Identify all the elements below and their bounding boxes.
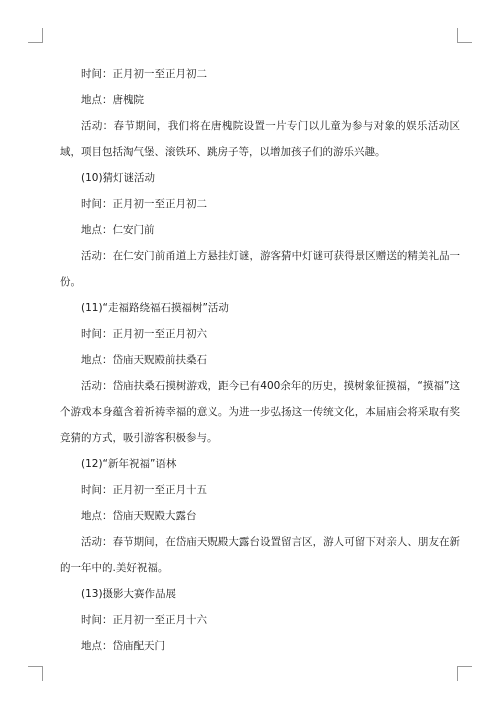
place-line-blessing-walk: 地点：岱庙天贶殿前扶桑石 <box>81 354 207 366</box>
place-line-children-area: 地点：唐槐院 <box>81 94 144 106</box>
place-line-lantern-riddles: 地点：仁安门前 <box>81 224 155 236</box>
section-heading-blessing-walk: (11)“走福路绕福石摸福树”活动 <box>81 302 229 314</box>
time-line-photo-exhibition: 时间：正月初一至正月十六 <box>81 614 207 626</box>
crop-mark-top-left <box>28 28 43 43</box>
activity-line-lantern-riddles: 活动：在仁安门前甬道上方悬挂灯谜，游客猜中灯谜可获得景区赠送的精美礼品一份。 <box>60 250 460 288</box>
crop-mark-bottom-left <box>28 666 43 681</box>
place-line-new-year-wishes: 地点：岱庙天贶殿大露台 <box>81 510 197 522</box>
section-heading-lantern-riddles: (10)猜灯谜活动 <box>81 172 156 184</box>
crop-mark-bottom-right <box>457 666 472 681</box>
place-line-photo-exhibition: 地点：岱庙配天门 <box>81 640 165 652</box>
time-line-lantern-riddles: 时间：正月初一至正月初二 <box>81 198 207 210</box>
activity-line-new-year-wishes: 活动：春节期间，在岱庙天贶殿大露台设置留言区，游人可留下对亲人、朋友在新的一年中的.美好祝福。 <box>60 536 460 574</box>
time-line-new-year-wishes: 时间：正月初一至正月十五 <box>81 484 207 496</box>
section-heading-photo-exhibition: (13)摄影大赛作品展 <box>81 588 177 600</box>
time-line-children-area: 时间：正月初一至正月初二 <box>81 68 207 80</box>
activity-line-children-area: 活动：春节期间，我们将在唐槐院设置一片专门以儿童为参与对象的娱乐活动区域，项目包括淘气堡、滚铁环、跳房子等，以增加孩子们的游乐兴趣。 <box>60 120 460 158</box>
section-heading-new-year-wishes: (12)“新年祝福”语林 <box>81 458 177 470</box>
time-line-blessing-walk: 时间：正月初一至正月初六 <box>81 328 207 340</box>
document-body <box>60 61 460 659</box>
activity-line-blessing-walk: 活动：岱庙扶桑石摸树游戏，距今已有400余年的历史，摸树象征摸福，“摸福”这个游戏本身蕴含着祈祷幸福的意义。为进一步弘扬这一传统文化，本届庙会将采取有奖竞猜的方式，吸引游客积极参与。 <box>60 380 460 444</box>
crop-mark-top-right <box>457 28 472 43</box>
